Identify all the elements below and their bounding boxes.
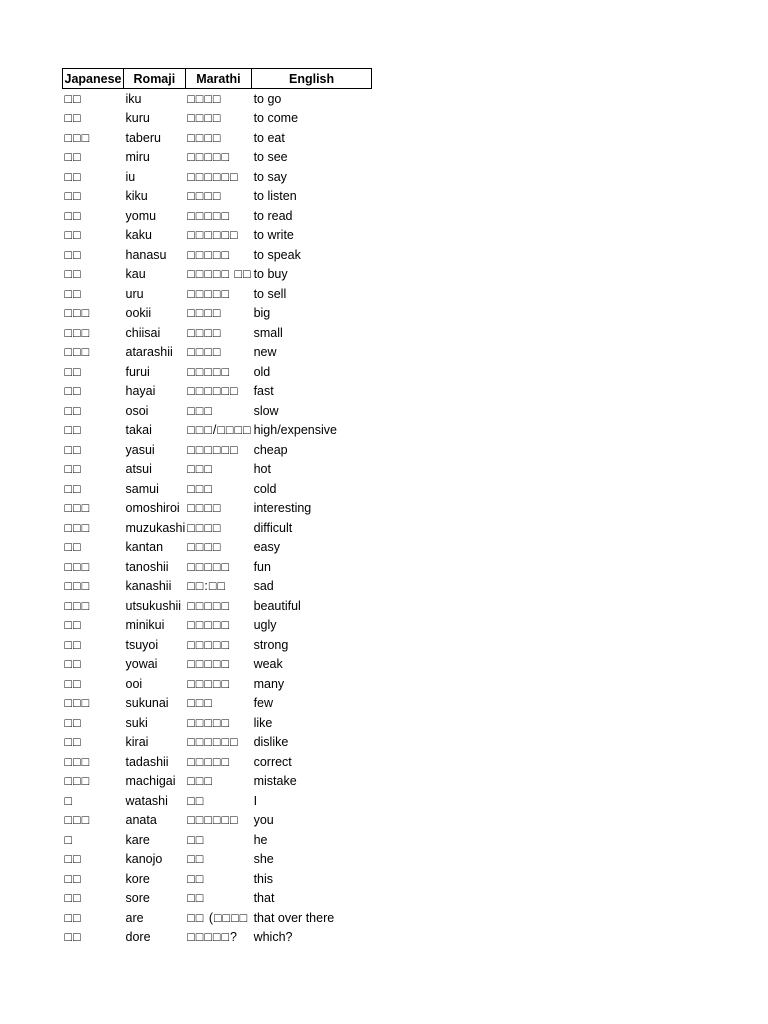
cell-japanese: □□□ — [64, 325, 91, 340]
cell-marathi: □□□ — [187, 696, 213, 711]
table-row — [63, 109, 372, 129]
cell-japanese: □□ — [64, 169, 82, 184]
cell-marathi: □□□ — [187, 481, 213, 496]
cell-romaji: ooi — [125, 676, 143, 691]
cell-japanese: □□ — [64, 618, 82, 633]
cell-english: to come — [253, 111, 299, 126]
header-romaji: Romaji — [124, 69, 186, 89]
table-row — [63, 382, 372, 402]
cell-english: dislike — [253, 735, 289, 750]
cell-english: to sell — [253, 286, 287, 301]
table-row — [63, 479, 372, 499]
cell-japanese: □□□ — [64, 598, 91, 613]
table-row — [63, 226, 372, 246]
cell-romaji: sore — [125, 891, 150, 906]
cell-english: to eat — [253, 130, 285, 145]
cell-japanese: □□ — [64, 111, 82, 126]
cell-english: cold — [253, 481, 277, 496]
cell-marathi: □□□□ — [187, 189, 222, 204]
cell-romaji: machigai — [125, 774, 176, 789]
cell-japanese: □□ — [64, 462, 82, 477]
cell-english: to say — [253, 169, 287, 184]
cell-marathi: □□□□□ — [187, 637, 231, 652]
cell-romaji: chiisai — [125, 325, 161, 340]
cell-english: to speak — [253, 247, 301, 262]
cell-romaji: minikui — [125, 618, 165, 633]
cell-marathi: □□□□ — [187, 540, 222, 555]
cell-english: mistake — [253, 774, 297, 789]
table-row — [63, 89, 372, 109]
cell-english: many — [253, 676, 285, 691]
table-row — [63, 830, 372, 850]
cell-marathi: □□□□□ — [187, 559, 231, 574]
cell-english: beautiful — [253, 598, 301, 613]
cell-romaji: kuru — [125, 111, 150, 126]
cell-marathi: □□ — [187, 871, 205, 886]
cell-japanese: □□□ — [64, 130, 91, 145]
cell-japanese: □□ — [64, 442, 82, 457]
table-row — [63, 206, 372, 226]
cell-romaji: iku — [125, 91, 142, 106]
cell-japanese: □□ — [64, 481, 82, 496]
cell-english: to go — [253, 91, 282, 106]
cell-japanese: □□□ — [64, 696, 91, 711]
cell-marathi: □□□□□ — [187, 286, 231, 301]
cell-japanese: □ — [64, 832, 74, 847]
table-body — [63, 89, 372, 948]
vocabulary-sheet — [62, 68, 372, 947]
table-row — [63, 928, 372, 948]
table-row — [63, 655, 372, 675]
cell-marathi: □□□□ — [187, 520, 222, 535]
table-row — [63, 421, 372, 441]
cell-japanese: □□ — [64, 403, 82, 418]
cell-romaji: tadashii — [125, 754, 169, 769]
table-row — [63, 908, 372, 928]
cell-japanese: □□□ — [64, 579, 91, 594]
cell-marathi: □□□□ — [187, 130, 222, 145]
cell-japanese: □□ — [64, 735, 82, 750]
cell-english: easy — [253, 540, 280, 555]
table-row — [63, 518, 372, 538]
cell-japanese: □□□ — [64, 345, 91, 360]
table-row — [63, 791, 372, 811]
table-row — [63, 772, 372, 792]
cell-marathi: □□□□□□ — [187, 384, 239, 399]
cell-japanese: □□ — [64, 228, 82, 243]
cell-english: that over there — [253, 910, 335, 925]
cell-japanese: □□ — [64, 657, 82, 672]
cell-japanese: □□ — [64, 891, 82, 906]
cell-romaji: ookii — [125, 306, 152, 321]
cell-romaji: atarashii — [125, 345, 173, 360]
table-row — [63, 616, 372, 636]
table-row — [63, 401, 372, 421]
cell-english: small — [253, 325, 283, 340]
cell-marathi: □□□□□ □□ — [187, 267, 252, 282]
cell-romaji: kare — [125, 832, 150, 847]
table-row — [63, 850, 372, 870]
cell-romaji: kantan — [125, 540, 164, 555]
cell-english: hot — [253, 462, 271, 477]
cell-english: strong — [253, 637, 289, 652]
cell-romaji: tsuyoi — [125, 637, 159, 652]
cell-japanese: □□ — [64, 423, 82, 438]
cell-english: interesting — [253, 501, 312, 516]
cell-marathi: □□□□□ — [187, 618, 231, 633]
table-row — [63, 167, 372, 187]
cell-japanese: □□ — [64, 676, 82, 691]
cell-romaji: osoi — [125, 403, 149, 418]
table-row — [63, 187, 372, 207]
cell-romaji: sukunai — [125, 696, 169, 711]
cell-english: to read — [253, 208, 293, 223]
cell-marathi: □□□□ — [187, 306, 222, 321]
cell-romaji: furui — [125, 364, 150, 379]
cell-english: that — [253, 891, 275, 906]
cell-english: new — [253, 345, 277, 360]
cell-english: slow — [253, 403, 279, 418]
cell-japanese: □□ — [64, 286, 82, 301]
table-row — [63, 460, 372, 480]
table-row — [63, 674, 372, 694]
cell-japanese: □□ — [64, 910, 82, 925]
cell-romaji: muzukashi — [125, 520, 186, 535]
cell-marathi: □□:□□ — [187, 579, 226, 594]
header-marathi: Marathi — [185, 69, 251, 89]
cell-marathi: □□ — [187, 891, 205, 906]
cell-english: old — [253, 364, 271, 379]
cell-japanese: □□ — [64, 91, 82, 106]
table-row — [63, 538, 372, 558]
cell-japanese: □ — [64, 793, 74, 808]
cell-japanese: □□□ — [64, 754, 91, 769]
cell-english: fast — [253, 384, 274, 399]
cell-romaji: kanashii — [125, 579, 172, 594]
cell-japanese: □□ — [64, 150, 82, 165]
header-row — [63, 69, 372, 89]
cell-marathi: □□□□ — [187, 111, 222, 126]
cell-romaji: yasui — [125, 442, 155, 457]
cell-english: I — [253, 793, 258, 808]
cell-english: big — [253, 306, 271, 321]
cell-marathi: □□□□□ — [187, 715, 231, 730]
table-row — [63, 440, 372, 460]
cell-romaji: omoshiroi — [125, 501, 180, 516]
cell-romaji: suki — [125, 715, 148, 730]
cell-japanese: □□ — [64, 267, 82, 282]
cell-marathi: □□□□□ — [187, 657, 231, 672]
cell-romaji: watashi — [125, 793, 168, 808]
cell-marathi: □□□□□ — [187, 754, 231, 769]
cell-marathi: □□□□ — [187, 91, 222, 106]
cell-romaji: yomu — [125, 208, 157, 223]
table-row — [63, 343, 372, 363]
table-row — [63, 596, 372, 616]
cell-marathi: □□□□□□ — [187, 442, 239, 457]
cell-romaji: kau — [125, 267, 146, 282]
cell-romaji: anata — [125, 813, 157, 828]
table-row — [63, 148, 372, 168]
cell-romaji: kiku — [125, 189, 148, 204]
cell-romaji: kore — [125, 871, 150, 886]
cell-japanese: □□ — [64, 364, 82, 379]
table-row — [63, 635, 372, 655]
cell-english: he — [253, 832, 268, 847]
table-row — [63, 889, 372, 909]
cell-japanese: □□ — [64, 208, 82, 223]
cell-marathi: □□ (□□□□ — [187, 910, 249, 925]
table-row — [63, 811, 372, 831]
cell-romaji: samui — [125, 481, 159, 496]
cell-romaji: hanasu — [125, 247, 167, 262]
cell-marathi: □□□□□ — [187, 247, 231, 262]
cell-japanese: □□□ — [64, 813, 91, 828]
cell-japanese: □□ — [64, 189, 82, 204]
cell-japanese: □□ — [64, 715, 82, 730]
cell-marathi: □□ — [187, 793, 205, 808]
cell-english: to write — [253, 228, 294, 243]
cell-romaji: kirai — [125, 735, 149, 750]
cell-japanese: □□□ — [64, 501, 91, 516]
cell-japanese: □□□ — [64, 520, 91, 535]
table-row — [63, 304, 372, 324]
cell-japanese: □□ — [64, 852, 82, 867]
cell-english: correct — [253, 754, 292, 769]
header-english: English — [252, 69, 372, 89]
table-row — [63, 245, 372, 265]
cell-marathi: □□□□□□ — [187, 813, 239, 828]
cell-romaji: kanojo — [125, 852, 163, 867]
cell-english: sad — [253, 579, 274, 594]
cell-romaji: dore — [125, 930, 151, 945]
cell-romaji: yowai — [125, 657, 158, 672]
cell-english: this — [253, 871, 274, 886]
cell-marathi: □□□/□□□□ — [187, 423, 252, 438]
cell-marathi: □□□□□ — [187, 598, 231, 613]
table-row — [63, 694, 372, 714]
cell-japanese: □□□ — [64, 306, 91, 321]
cell-english: to see — [253, 150, 288, 165]
cell-japanese: □□□ — [64, 774, 91, 789]
cell-japanese: □□ — [64, 871, 82, 886]
cell-marathi: □□□□□ — [187, 150, 231, 165]
cell-english: cheap — [253, 442, 288, 457]
vocabulary-table — [62, 68, 372, 947]
cell-english: which? — [253, 930, 293, 945]
cell-english: difficult — [253, 520, 293, 535]
cell-romaji: tanoshii — [125, 559, 169, 574]
cell-romaji: utsukushii — [125, 598, 182, 613]
cell-english: weak — [253, 657, 283, 672]
cell-romaji: iu — [125, 169, 136, 184]
cell-english: fun — [253, 559, 271, 574]
cell-marathi: □□□ — [187, 462, 213, 477]
table-row — [63, 577, 372, 597]
cell-marathi: □□□□□ — [187, 208, 231, 223]
table-row — [63, 284, 372, 304]
cell-japanese: □□ — [64, 930, 82, 945]
cell-marathi: □□ — [187, 852, 205, 867]
cell-japanese: □□ — [64, 384, 82, 399]
table-row — [63, 362, 372, 382]
cell-english: like — [253, 715, 273, 730]
cell-english: to listen — [253, 189, 297, 204]
cell-romaji: kaku — [125, 228, 152, 243]
cell-marathi: □□□□ — [187, 501, 222, 516]
cell-romaji: uru — [125, 286, 144, 301]
cell-japanese: □□ — [64, 540, 82, 555]
cell-marathi: □□ — [187, 832, 205, 847]
cell-romaji: hayai — [125, 384, 156, 399]
cell-japanese: □□ — [64, 637, 82, 652]
cell-japanese: □□ — [64, 247, 82, 262]
table-row — [63, 265, 372, 285]
cell-english: ugly — [253, 618, 277, 633]
cell-japanese: □□□ — [64, 559, 91, 574]
cell-english: to buy — [253, 267, 288, 282]
cell-marathi: □□□□ — [187, 325, 222, 340]
cell-english: few — [253, 696, 274, 711]
cell-marathi: □□□□□□ — [187, 228, 239, 243]
cell-english: she — [253, 852, 274, 867]
header-japanese: Japanese — [63, 69, 124, 89]
table-row — [63, 323, 372, 343]
cell-romaji: takai — [125, 423, 152, 438]
table-row — [63, 713, 372, 733]
cell-marathi: □□□□□□ — [187, 735, 239, 750]
cell-romaji: miru — [125, 150, 150, 165]
cell-marathi: □□□ — [187, 774, 213, 789]
table-row — [63, 733, 372, 753]
cell-marathi: □□□□□ — [187, 676, 231, 691]
cell-english: high/expensive — [253, 423, 337, 438]
cell-romaji: atsui — [125, 462, 152, 477]
cell-romaji: are — [125, 910, 144, 925]
cell-marathi: □□□□□ — [187, 364, 231, 379]
table-row — [63, 869, 372, 889]
cell-romaji: taberu — [125, 130, 161, 145]
cell-marathi: □□□□□□ — [187, 169, 239, 184]
table-row — [63, 499, 372, 519]
cell-marathi: □□□□□? — [187, 930, 238, 945]
table-row — [63, 128, 372, 148]
table-row — [63, 557, 372, 577]
cell-marathi: □□□□ — [187, 345, 222, 360]
table-row — [63, 752, 372, 772]
cell-english: you — [253, 813, 274, 828]
cell-marathi: □□□ — [187, 403, 213, 418]
